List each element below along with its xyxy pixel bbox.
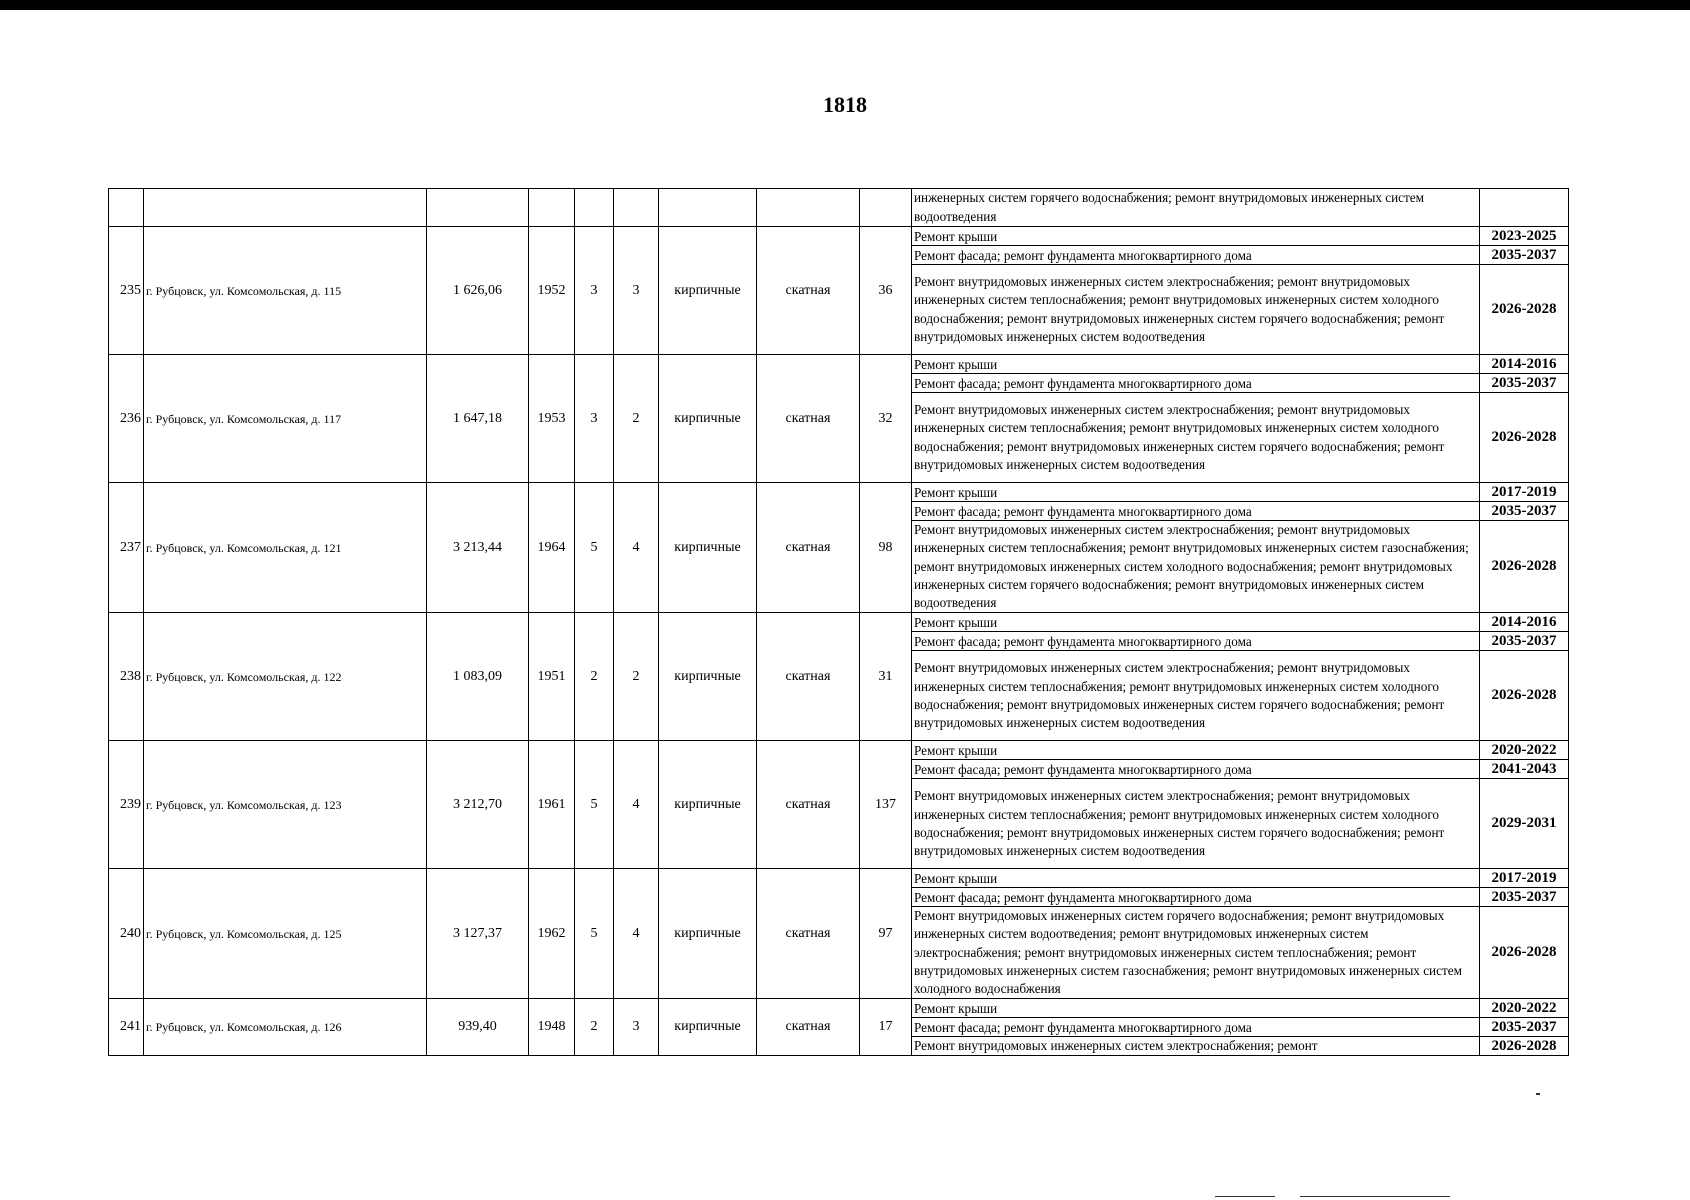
building-row [109, 999, 1569, 1018]
building-row [109, 355, 1569, 374]
work-description: инженерных систем горячего водоснабжения; ремонт внутридомовых инженерных систем водоотведения [912, 189, 1480, 227]
work-description: Ремонт крыши [912, 483, 1480, 502]
scan-mark [1300, 1196, 1450, 1197]
page-number: 1818 [823, 92, 867, 117]
work-period: 2017-2019 [1480, 869, 1569, 888]
work-description: Ремонт фасада; ремонт фундамента многоквартирного дома [912, 246, 1480, 265]
roof-type: скатная [757, 869, 860, 999]
build-year: 1964 [529, 483, 575, 613]
building-row [109, 483, 1569, 502]
cell-empty [529, 189, 575, 227]
row-number: 238 [109, 613, 144, 741]
work-period: 2026-2028 [1480, 265, 1569, 355]
work-description: Ремонт крыши [912, 869, 1480, 888]
wall-material: кирпичные [659, 227, 757, 355]
scan-mark [1215, 1196, 1275, 1197]
continuation-row [109, 189, 1569, 227]
work-period: 2014-2016 [1480, 613, 1569, 632]
cell-empty [860, 189, 912, 227]
entrance-count: 4 [614, 741, 659, 869]
housing-repair-table [108, 188, 1569, 1056]
building-address: г. Рубцовск, ул. Комсомольская, д. 122 [144, 613, 427, 741]
work-description: Ремонт фасада; ремонт фундамента многоквартирного дома [912, 374, 1480, 393]
work-period: 2017-2019 [1480, 483, 1569, 502]
roof-type: скатная [757, 741, 860, 869]
row-number: 241 [109, 999, 144, 1056]
work-period: 2041-2043 [1480, 760, 1569, 779]
building-address: г. Рубцовск, ул. Комсомольская, д. 117 [144, 355, 427, 483]
building-row [109, 869, 1569, 888]
entrance-count: 3 [614, 999, 659, 1056]
build-year: 1961 [529, 741, 575, 869]
work-description: Ремонт внутридомовых инженерных систем электроснабжения; ремонт внутридомовых инженерных систем теплоснабжения; ремонт внутридомовых инженерных систем холодного водоснабжения; ремонт внутридомовых инженерных систем горячего водоснабжения; ремонт внутридомовых инженерных систем водоотведения [912, 393, 1480, 483]
build-year: 1962 [529, 869, 575, 999]
work-period: 2014-2016 [1480, 355, 1569, 374]
build-year: 1952 [529, 227, 575, 355]
work-description: Ремонт фасада; ремонт фундамента многоквартирного дома [912, 760, 1480, 779]
roof-type: скатная [757, 613, 860, 741]
work-description: Ремонт фасада; ремонт фундамента многоквартирного дома [912, 632, 1480, 651]
apartment-count: 17 [860, 999, 912, 1056]
work-description: Ремонт крыши [912, 741, 1480, 760]
work-period: 2026-2028 [1480, 651, 1569, 741]
work-period: 2026-2028 [1480, 907, 1569, 999]
row-number: 239 [109, 741, 144, 869]
apartment-count: 97 [860, 869, 912, 999]
cell-empty [659, 189, 757, 227]
floor-count: 2 [575, 999, 614, 1056]
entrance-count: 4 [614, 869, 659, 999]
building-address: г. Рубцовск, ул. Комсомольская, д. 121 [144, 483, 427, 613]
wall-material: кирпичные [659, 869, 757, 999]
total-area: 1 647,18 [427, 355, 529, 483]
build-year: 1953 [529, 355, 575, 483]
apartment-count: 98 [860, 483, 912, 613]
build-year: 1948 [529, 999, 575, 1056]
apartment-count: 31 [860, 613, 912, 741]
work-description: Ремонт фасада; ремонт фундамента многоквартирного дома [912, 1018, 1480, 1037]
total-area: 1 083,09 [427, 613, 529, 741]
build-year: 1951 [529, 613, 575, 741]
work-period: 2029-2031 [1480, 779, 1569, 869]
total-area: 3 212,70 [427, 741, 529, 869]
cell-empty [109, 189, 144, 227]
wall-material: кирпичные [659, 741, 757, 869]
scan-top-border [0, 0, 1690, 10]
row-number: 240 [109, 869, 144, 999]
work-period: 2026-2028 [1480, 1037, 1569, 1056]
cell-empty [614, 189, 659, 227]
work-period: 2026-2028 [1480, 521, 1569, 613]
work-description: Ремонт внутридомовых инженерных систем горячего водоснабжения; ремонт внутридомовых инженерных систем водоотведения; ремонт внутридомовых инженерных систем электроснабжения; ремонт внутридомовых инженерных систем теплоснабжения; ремонт внутридомовых инженерных систем газоснабжения; ремонт внутридомовых инженерных систем холодного водоснабжения [912, 907, 1480, 999]
work-description: Ремонт фасада; ремонт фундамента многоквартирного дома [912, 502, 1480, 521]
roof-type: скатная [757, 483, 860, 613]
building-row [109, 741, 1569, 760]
scan-mark [1536, 1093, 1540, 1095]
work-description: Ремонт внутридомовых инженерных систем электроснабжения; ремонт внутридомовых инженерных систем теплоснабжения; ремонт внутридомовых инженерных систем холодного водоснабжения; ремонт внутридомовых инженерных систем горячего водоснабжения; ремонт внутридомовых инженерных систем водоотведения [912, 265, 1480, 355]
building-address: г. Рубцовск, ул. Комсомольская, д. 126 [144, 999, 427, 1056]
work-period: 2035-2037 [1480, 374, 1569, 393]
building-row [109, 227, 1569, 246]
roof-type: скатная [757, 227, 860, 355]
entrance-count: 4 [614, 483, 659, 613]
floor-count: 3 [575, 227, 614, 355]
roof-type: скатная [757, 999, 860, 1056]
apartment-count: 36 [860, 227, 912, 355]
work-period: 2035-2037 [1480, 632, 1569, 651]
wall-material: кирпичные [659, 999, 757, 1056]
total-area: 939,40 [427, 999, 529, 1056]
work-period: 2035-2037 [1480, 246, 1569, 265]
cell-empty [1480, 189, 1569, 227]
cell-empty [757, 189, 860, 227]
work-description: Ремонт крыши [912, 355, 1480, 374]
wall-material: кирпичные [659, 613, 757, 741]
work-period: 2035-2037 [1480, 1018, 1569, 1037]
work-description: Ремонт крыши [912, 999, 1480, 1018]
work-description: Ремонт внутридомовых инженерных систем электроснабжения; ремонт внутридомовых инженерных систем теплоснабжения; ремонт внутридомовых инженерных систем газоснабжения; ремонт внутридомовых инженерных систем холодного водоснабжения; ремонт внутридомовых инженерных систем горячего водоснабжения; ремонт внутридомовых инженерных систем водоотведения [912, 521, 1480, 613]
building-address: г. Рубцовск, ул. Комсомольская, д. 125 [144, 869, 427, 999]
work-description: Ремонт крыши [912, 613, 1480, 632]
entrance-count: 2 [614, 355, 659, 483]
work-description: Ремонт внутридомовых инженерных систем электроснабжения; ремонт внутридомовых инженерных систем теплоснабжения; ремонт внутридомовых инженерных систем холодного водоснабжения; ремонт внутридомовых инженерных систем горячего водоснабжения; ремонт внутридомовых инженерных систем водоотведения [912, 651, 1480, 741]
work-period: 2023-2025 [1480, 227, 1569, 246]
total-area: 3 127,37 [427, 869, 529, 999]
total-area: 1 626,06 [427, 227, 529, 355]
floor-count: 5 [575, 483, 614, 613]
work-description: Ремонт крыши [912, 227, 1480, 246]
total-area: 3 213,44 [427, 483, 529, 613]
building-address: г. Рубцовск, ул. Комсомольская, д. 123 [144, 741, 427, 869]
wall-material: кирпичные [659, 483, 757, 613]
floor-count: 3 [575, 355, 614, 483]
roof-type: скатная [757, 355, 860, 483]
building-address: г. Рубцовск, ул. Комсомольская, д. 115 [144, 227, 427, 355]
floor-count: 5 [575, 869, 614, 999]
entrance-count: 2 [614, 613, 659, 741]
row-number: 236 [109, 355, 144, 483]
entrance-count: 3 [614, 227, 659, 355]
work-period: 2020-2022 [1480, 741, 1569, 760]
work-description: Ремонт внутридомовых инженерных систем электроснабжения; ремонт [912, 1037, 1480, 1056]
work-period: 2035-2037 [1480, 888, 1569, 907]
work-period: 2020-2022 [1480, 999, 1569, 1018]
cell-empty [427, 189, 529, 227]
building-row [109, 613, 1569, 632]
work-description: Ремонт внутридомовых инженерных систем электроснабжения; ремонт внутридомовых инженерных систем теплоснабжения; ремонт внутридомовых инженерных систем холодного водоснабжения; ремонт внутридомовых инженерных систем горячего водоснабжения; ремонт внутридомовых инженерных систем водоотведения [912, 779, 1480, 869]
cell-empty [144, 189, 427, 227]
row-number: 237 [109, 483, 144, 613]
work-period: 2035-2037 [1480, 502, 1569, 521]
cell-empty [575, 189, 614, 227]
row-number: 235 [109, 227, 144, 355]
apartment-count: 32 [860, 355, 912, 483]
work-period: 2026-2028 [1480, 393, 1569, 483]
floor-count: 2 [575, 613, 614, 741]
work-description: Ремонт фасада; ремонт фундамента многоквартирного дома [912, 888, 1480, 907]
wall-material: кирпичные [659, 355, 757, 483]
apartment-count: 137 [860, 741, 912, 869]
floor-count: 5 [575, 741, 614, 869]
